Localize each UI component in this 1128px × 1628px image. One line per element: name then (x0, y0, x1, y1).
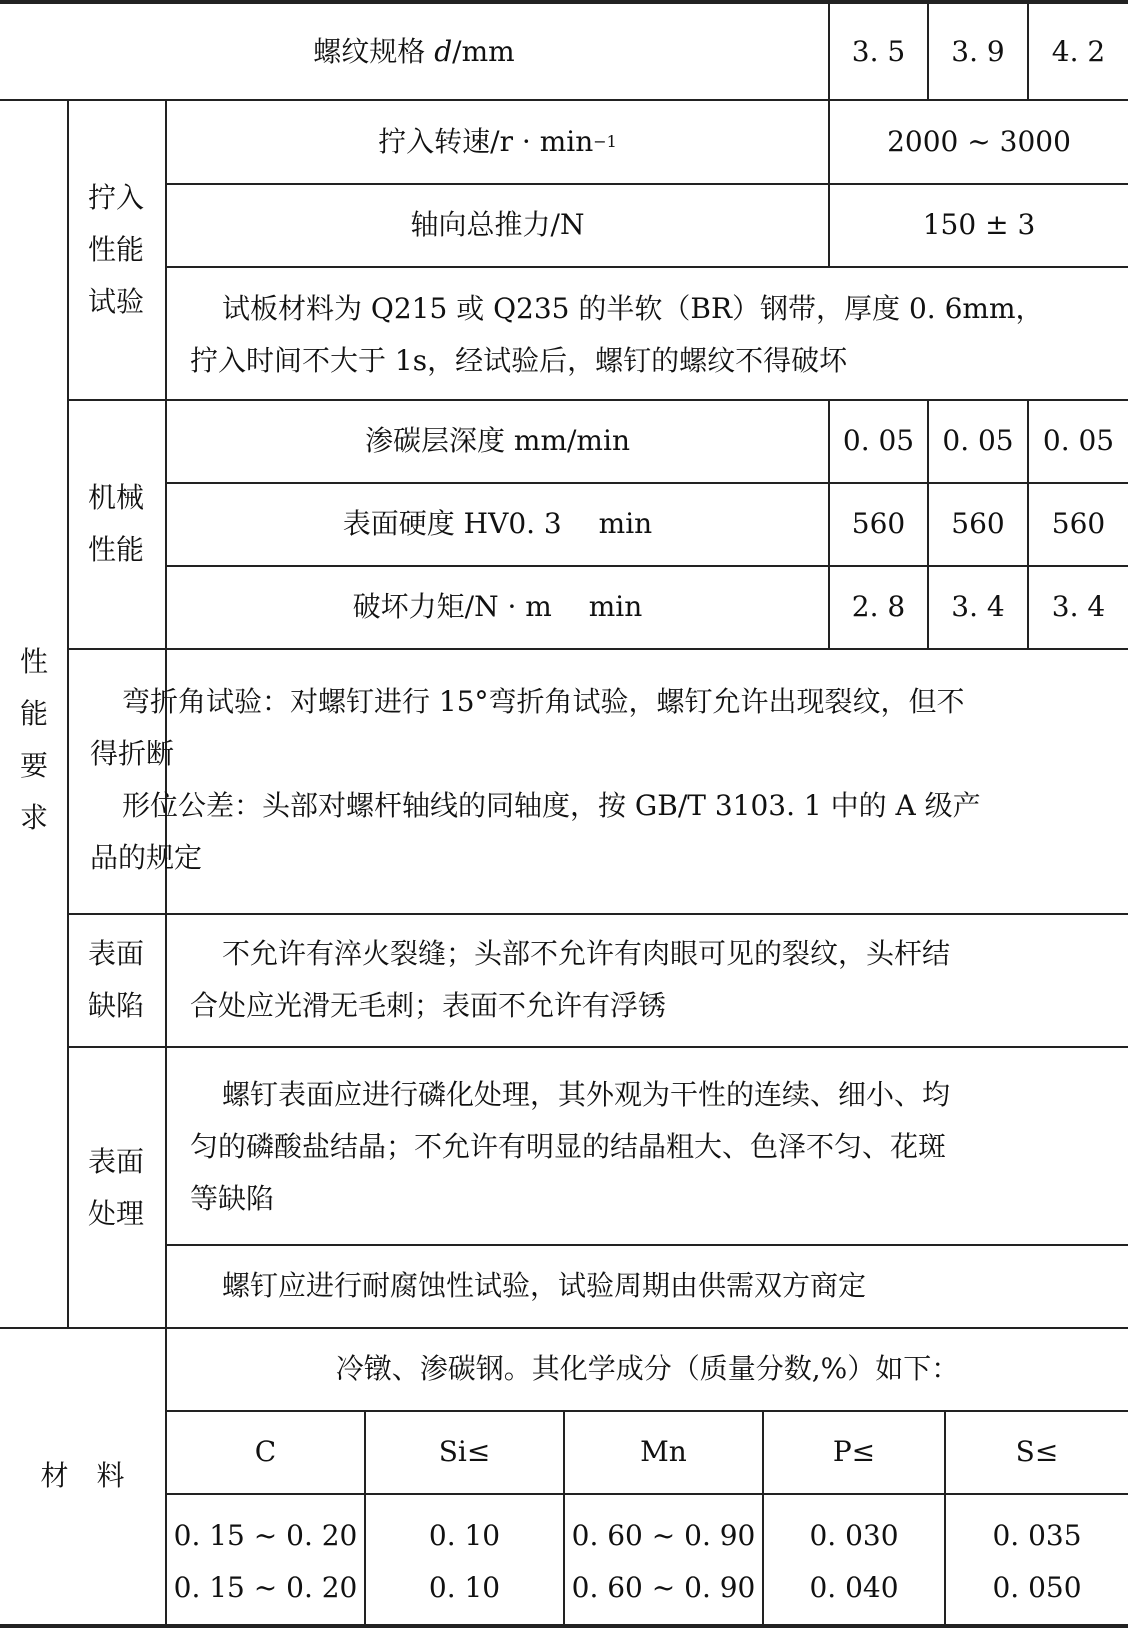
axial-force-value: 150 ± 3 (922, 208, 1036, 241)
surface-hardness-value-3: 560 (1051, 507, 1106, 540)
size-3-5: 3. 5 (851, 35, 906, 68)
mat-row2-si: 0. 10 (428, 1571, 501, 1604)
failure-torque-label: 破坏力矩/N · m min (352, 590, 643, 623)
surface-treatment-label-line1: 表面 (88, 1145, 145, 1178)
driving-speed-text: 拧入转速/r · min (378, 124, 594, 158)
axial-force-label: 轴向总推力/N (410, 208, 585, 241)
tolerance-line2: 品的规定 (90, 841, 203, 874)
thread-spec-unit: /mm (452, 35, 515, 68)
case-depth-value-1: 0. 05 (842, 424, 915, 457)
surface-hardness-label: 表面硬度 HV0. 3 min (342, 507, 653, 540)
rule-bend-bottom (67, 913, 1128, 915)
surface-defect-line2: 合处应光滑无毛刺；表面不允许有浮锈 (190, 989, 667, 1022)
surface-treatment-label-line2: 处理 (88, 1197, 145, 1230)
performance-char-3: 要 (19, 749, 48, 782)
col-header-si: Si≤ (438, 1435, 491, 1468)
surface-treatment-line1: 螺钉表面应进行磷化处理，其外观为干性的连续、细小、均 (222, 1078, 951, 1111)
mat-row2-p: 0. 040 (809, 1571, 899, 1604)
surface-treatment-line2: 匀的磷酸盐结晶；不允许有明显的结晶粗大、色泽不匀、花斑 (190, 1130, 947, 1163)
thread-spec-text: 螺纹规格 (313, 35, 426, 68)
mat-row2-c: 0. 15 ~ 0. 20 (173, 1571, 358, 1604)
driving-note-line1: 试板材料为 Q215 或 Q235 的半软（BR）钢带，厚度 0. 6mm， (222, 292, 1044, 325)
rule-v-outer-label (67, 100, 69, 1328)
bend-line1: 弯折角试验：对螺钉进行 15°弯折角试验，螺钉允许出现裂纹，但不 (122, 685, 965, 718)
size-3-9: 3. 9 (951, 35, 1005, 68)
surface-hardness-value-2: 560 (951, 507, 1005, 540)
rule-defect-bottom (67, 1046, 1128, 1048)
mat-row1-mn: 0. 60 ~ 0. 90 (571, 1519, 756, 1552)
surface-defect-label-line2: 缺陷 (88, 989, 145, 1022)
surface-treatment-line3: 等缺陷 (190, 1182, 275, 1215)
mat-row2-s: 0. 050 (992, 1571, 1082, 1604)
surface-defect-line1: 不允许有淬火裂缝；头部不允许有肉眼可见的裂纹，头杆结 (222, 937, 951, 970)
mat-row2-mn: 0. 60 ~ 0. 90 (571, 1571, 756, 1604)
mat-row1-s: 0. 035 (992, 1519, 1082, 1552)
driving-speed-sup: −1 (593, 131, 617, 151)
case-depth-value-2: 0. 05 (942, 424, 1014, 457)
failure-torque-value-2: 3. 4 (951, 590, 1005, 623)
rule-material-header-bottom (165, 1493, 1128, 1495)
mat-row1-si: 0. 10 (428, 1519, 501, 1552)
mechanical-label-line2: 性能 (88, 533, 145, 566)
driving-test-label (88, 172, 144, 328)
rule-force-bottom (165, 266, 1128, 268)
mat-row1-c: 0. 15 ~ 0. 20 (173, 1519, 358, 1552)
rule-mech-bottom (67, 648, 1128, 650)
corrosion-test-text: 螺钉应进行耐腐蚀性试验，试验周期由供需双方商定 (222, 1269, 867, 1302)
material-intro: 冷镦、渗碳钢。其化学成分（质量分数,%）如下： (335, 1352, 960, 1385)
driving-test-note (190, 283, 1120, 387)
driving-speed-value: 2000 ~ 3000 (887, 124, 1071, 158)
mat-row1-p: 0. 030 (809, 1519, 899, 1552)
performance-char-4: 求 (19, 801, 48, 834)
rule-treatment-split (165, 1244, 1128, 1246)
driving-speed-label (167, 100, 828, 183)
mechanical-label (88, 472, 144, 576)
surface-defect-text (190, 928, 1120, 1032)
thread-spec-label (0, 4, 828, 100)
failure-torque-value-3: 3. 4 (1051, 590, 1106, 623)
performance-char-1: 性 (19, 645, 48, 678)
col-header-p: P≤ (832, 1435, 876, 1468)
size-4-2: 4. 2 (1051, 35, 1106, 68)
bend-line2: 得折断 (90, 737, 175, 770)
case-depth-label: 渗碳层深度 mm/min (365, 424, 630, 457)
material-label: 材 料 (40, 1459, 125, 1492)
driving-label-line2: 性能 (88, 233, 145, 266)
surface-defect-label-line1: 表面 (88, 937, 145, 970)
thread-spec-var: d (434, 35, 453, 68)
bend-and-tolerance-text (90, 676, 1120, 884)
performance-char-2: 能 (19, 697, 48, 730)
driving-note-line2: 拧入时间不大于 1s，经试验后，螺钉的螺纹不得破坏 (190, 344, 848, 377)
col-header-c: C (254, 1435, 277, 1468)
failure-torque-value-1: 2. 8 (851, 590, 906, 623)
performance-label (14, 636, 54, 844)
surface-treatment-text (190, 1069, 1120, 1225)
surface-defect-label (88, 928, 144, 1032)
surface-hardness-value-1: 560 (851, 507, 906, 540)
driving-label-line3: 试验 (88, 285, 145, 318)
surface-treatment-label (88, 1136, 144, 1240)
case-depth-value-3: 0. 05 (1042, 424, 1115, 457)
mechanical-label-line1: 机械 (88, 481, 145, 514)
col-header-mn: Mn (640, 1435, 687, 1468)
tolerance-line1: 形位公差：头部对螺杆轴线的同轴度，按 GB/T 3103. 1 中的 A 级产 (122, 789, 981, 822)
driving-label-line1: 拧入 (88, 181, 145, 214)
col-header-s: S≤ (1015, 1435, 1059, 1468)
